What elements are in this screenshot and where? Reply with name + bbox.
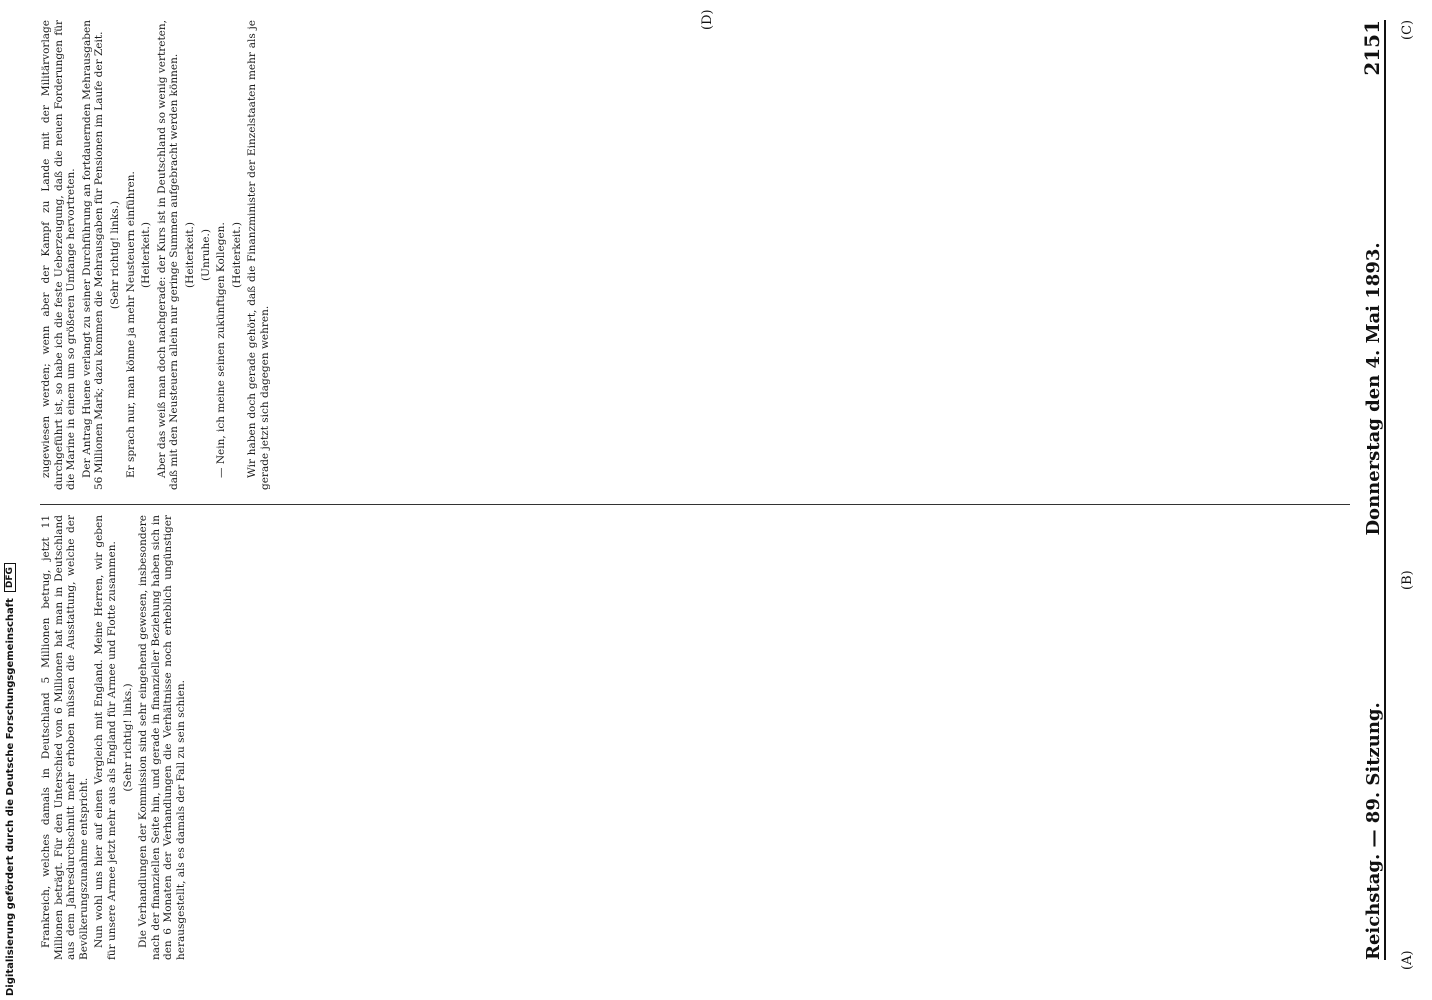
margin-mark-d: (D)	[700, 9, 715, 30]
paragraph: Er sprach nur, man könne ja mehr Neusteuern einführen.	[124, 171, 137, 478]
interjection: (Sehr richtig! links.)	[108, 200, 121, 310]
header-left: Reichstag. — 89. Sitzung.	[1363, 702, 1384, 960]
interjection: (Heiterkeit.)	[183, 222, 196, 288]
right-column	[40, 20, 1345, 490]
paragraph: Frankreich, welches damals in Deutschland 5 Millionen betrug, jetzt 11 Millionen beträgt. Für den Unterschied von 6 Millionen hat man in Deutschland aus dem Jahresdurchschnitt mehr erhoben müssen die Ausstattung, welche der Bevölkerungszunahme entspricht.	[40, 515, 90, 960]
paragraph: Die Verhandlungen der Kommission sind sehr eingehend gewesen, insbesondere nach der finanziellen Seite hin, und gerade in finanzieller Beziehung haben sich in den 6 Monaten der Verhandlungen die Verhältnisse noch erheblich ungünstiger herausgestellt, als es damals der Fall zu sein schien.	[137, 515, 187, 960]
paragraph: Nun wohl uns hier auf einen Vergleich mit England. Meine Herren, wir geben für unsere Armee jetzt mehr aus als England für Armee und Flotte zusammen.	[93, 515, 118, 960]
column-divider	[40, 504, 1350, 505]
interjection: (Unruhe.)	[199, 229, 212, 281]
margin-mark-c: (C)	[1400, 19, 1415, 40]
left-column	[40, 515, 1345, 960]
dfg-logo: DFG	[4, 563, 16, 592]
paragraph: Der Antrag Huene verlangt zu seiner Durchführung an fortdauernden Mehrausgaben 56 Millionen Mark; dazu kommen die Mehrausgaben für Pensionen im Laufe der Zeit.	[80, 20, 106, 490]
paragraph: — Nein, ich meine seinen zukünftigen Kollegen.	[215, 222, 228, 478]
interjection: (Heiterkeit.)	[140, 222, 153, 288]
paragraph: zugewiesen werden; wenn aber der Kampf zu Lande mit der Militärvorlage durchgeführt ist, so habe ich die feste Ueberzeugung, daß die neuen Forderungen für die Marine in einem um so größeren Umfange hervortreten.	[40, 20, 78, 490]
margin-mark-b: (B)	[1400, 570, 1415, 590]
digitization-credit	[4, 6, 16, 996]
page-header	[1358, 20, 1386, 960]
interjection: (Heiterkeit.)	[230, 222, 243, 288]
paragraph: Aber das weiß man doch nachgerade: der Kurs ist in Deutschland so wenig vertreten, daß mit den Neusteuern allein nur geringe Summen aufgebracht werden können.	[155, 20, 181, 490]
credit-text: Digitalisierung gefördert durch die Deutsche Forschungsgemeinschaft	[4, 598, 16, 996]
margin-mark-a: (A)	[1400, 950, 1415, 970]
page-number: 2151	[1360, 20, 1384, 76]
header-center: Donnerstag den 4. Mai 1893.	[1363, 242, 1384, 536]
interjection: (Sehr richtig! links.)	[121, 683, 134, 792]
paragraph: Wir haben doch gerade gehört, daß die Finanzminister der Einzelstaaten mehr als je gerade jetzt sich dagegen wehren.	[246, 20, 271, 490]
